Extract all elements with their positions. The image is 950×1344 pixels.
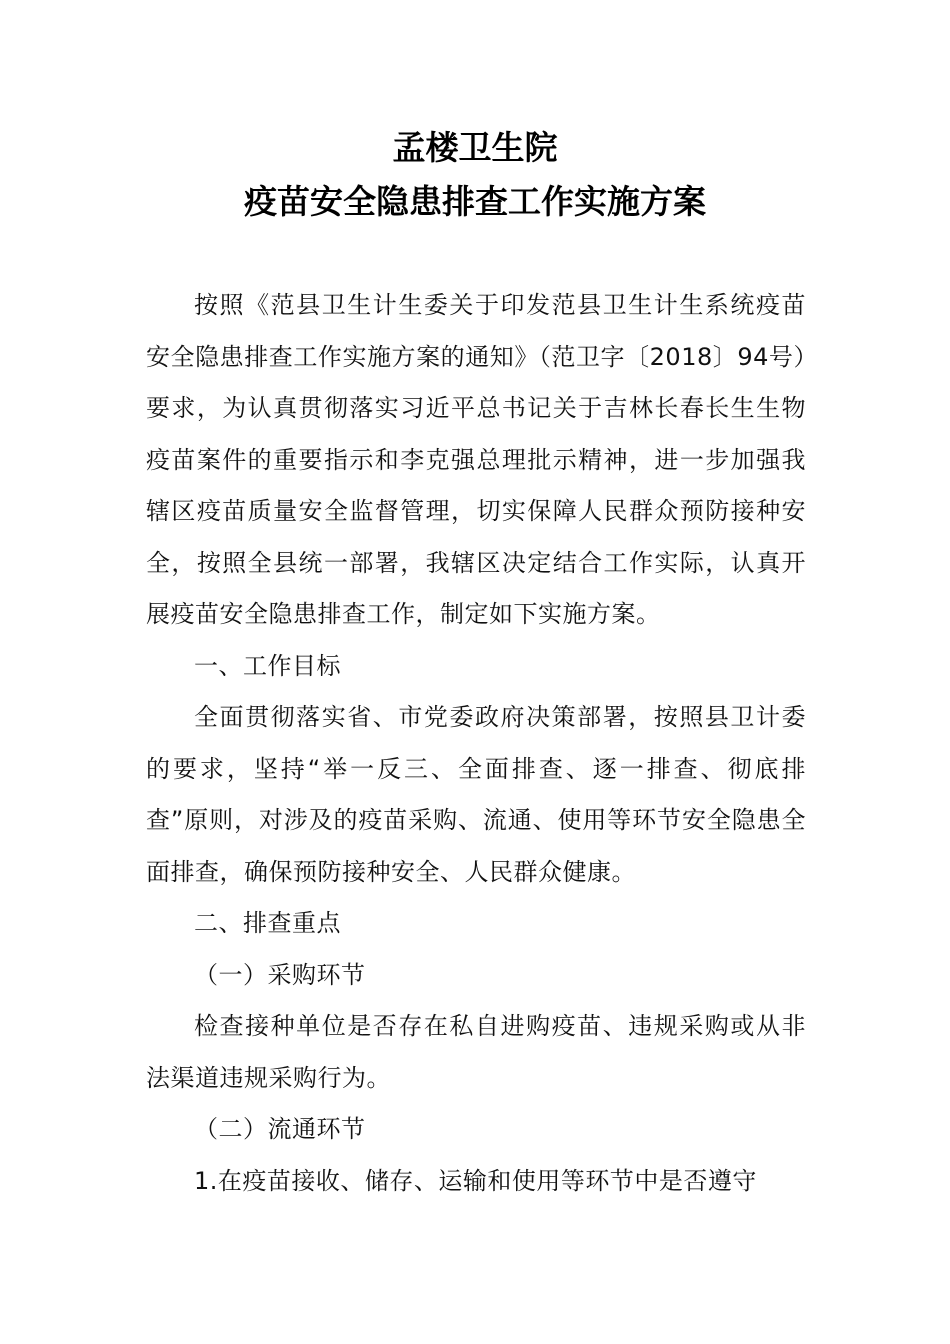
document-title-plan: 疫苗安全隐患排查工作实施方案: [244, 182, 706, 221]
subsection-heading-procurement: （一）采购环节: [194, 960, 366, 989]
section-heading-goals: 一、工作目标: [194, 651, 341, 680]
intro-paragraph: 按照《范县卫生计生委关于印发范县卫生计生系统疫苗安全隐患排查工作实施方案的通知》（范卫字〔2018〕94号）要求，为认真贯彻落实习近平总书记关于吉林长春长生生物疫苗案件的重要指示和李克强总理批示精神，进一步加强我辖区疫苗质量安全监督管理，切实保障人民群众预防接种安全，按照全县统一部署，我辖区决定结合工作实际，认真开展疫苗安全隐患排查工作，制定如下实施方案。: [146, 291, 806, 628]
section-heading-focus: 二、排查重点: [194, 909, 341, 937]
document-title-organization: 孟楼卫生院: [392, 128, 558, 167]
document-body: [146, 280, 806, 1207]
subsection-heading-circulation: （二）流通环节: [194, 1115, 366, 1143]
goals-paragraph: 全面贯彻落实省、市党委政府决策部署，按照县卫计委的要求，坚持“举一反三、全面排查、逐一排查、彻底排查”原则，对涉及的疫苗采购、流通、使用等环节安全隐患全面排查，确保预防接种安全、人民群众健康。: [146, 703, 806, 886]
circulation-item-1: 1.在疫苗接收、储存、运输和使用等环节中是否遵守: [194, 1166, 757, 1195]
procurement-paragraph: 检查接种单位是否存在私自进购疫苗、违规采购或从非法渠道违规采购行为。: [146, 1012, 806, 1092]
